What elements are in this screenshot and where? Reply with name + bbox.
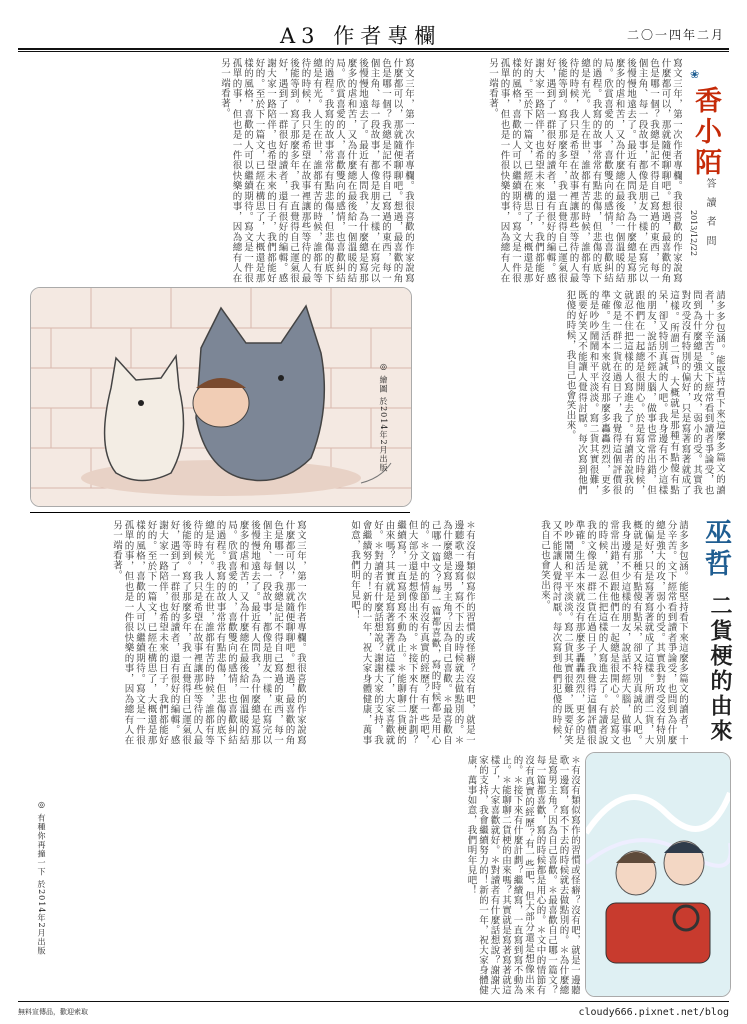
column2-subtitle: 二貨梗的由來: [707, 594, 733, 744]
page-header: [18, 14, 729, 48]
illustration-boys-bumper-car: [585, 752, 731, 997]
issue-date: 二〇一四年二月: [626, 28, 725, 42]
qa-body-upper: 寫文三年，第一次作者專欄。我很喜歡的作家說寫什麼都可以，那就隨便聊聊吧。想過，最喜歡的角色是哪一個？我總是記不得自己寫過的東西，每一個主角、每一段故事，都像是朋友一樣，在寫完以後慢慢地遠去了。最近有人問我，為什麼總是寫那麼多的虐和苦，又為什麼總在最後給一個溫暖的結局。欣賞喜愛的人，喜歡雙向的感情，也喜歡糾結的過程。我寫的故事常常有點悲傷，但悲傷的底下總是有光。人生在世，誰都有苦的時候，誰都有等待的時候，我只是希望在故事裡讓那些等待的人最後能等到。寫了那麼多年，我一直覺得自己運氣很好，遇到了一群很好的讀者，還有很好的編輯。感謝大家一路陪伴，也希望未來的日子，我們都能好好的。至於下一篇文，已經在構思了，大概還是那樣的風格，喜歡的人可以繼續期待。寫文是一件很孤單的事，但也是一件很快樂的事，因為總有人在另一端看著。: [111, 520, 306, 745]
column2-title: 巫哲: [700, 518, 731, 580]
column1-body-lower: 請多多包涵。能堅持看下來這麼多篇文的讀者，十分辛苦。文下經常看到讀者爭論受，也問到為什麼總是強大的攻，弱小的受。其實我對攻受沒有特別的偏好，只是寫著寫著就成了這樣。所謂二貨，大概就是那種有點傻有點呆，卻又特別真誠的人吧。我身邊有不少這樣的朋友，說話不經大腦，做事也常常出錯，但跟他們在一起總是很開心。於是寫文的時候，就忍不住把這樣的人寫進去了。有讀者說我的文像是一群二貨在過日子，我覺得這個評價很準確。生活本來就沒有那麼多轟轟烈烈，更多的是吵吵鬧鬧和平平淡淡。寫二貨其實很難，既要好笑又不能讓人覺得討厭。每次寫到他們犯傻的時候，我自己也會笑出來。: [564, 290, 725, 495]
header-rule: [18, 48, 729, 50]
footer-url[interactable]: cloudy666.pixnet.net/blog: [578, 1007, 729, 1018]
column1-body-upper: 寫文三年，第一次作者專欄。我很喜歡的作家說寫什麼都可以，那就隨便聊聊吧。想過，最喜歡的角色是哪一個？我總是記不得自己寫過的東西，每一個主角、每一段故事，都像是朋友一樣，在寫完以後慢慢地遠去了。最近有人問我，為什麼總是寫那麼多的虐和苦，又為什麼總在最後給一個溫暖的結局。欣賞喜愛的人，喜歡雙向的感情，也喜歡糾結的過程。我寫的故事常常有點悲傷，但悲傷的底下總是有光。人生在世，誰都有苦的時候，誰都有等待的時候，我只是希望在故事裡讓那些等待的人最後能等到。寫了那麼多年，我一直覺得自己運氣很好，遇到了一群很好的讀者，還有很好的編輯。感謝大家一路陪伴，也希望未來的日子，我們都能好好的。至於下一篇文，已經在構思了，大概還是那樣的風格，喜歡的人可以繼續期待。寫文是一件很孤單的事，但也是一件很快樂的事，因為總有人在另一端看著。: [487, 58, 682, 283]
illustration1-caption: ◎ 繪圖 於2014年2月出版: [379, 362, 388, 473]
illustration2-caption: ◎ 有種你再撞一下 於2014年2月出版: [37, 800, 46, 956]
column1-date: 2013/12/22: [689, 210, 698, 257]
ornament-icon: ❀: [690, 68, 700, 81]
column1-body-left: 寫文三年，第一次作者專欄。我很喜歡的作家說寫什麼都可以，那就隨便聊聊吧。想過，最喜歡的角色是哪一個？我總是記不得自己寫過的東西，每一個主角、每一段故事，都像是朋友一樣，在寫完以後慢慢地遠去了。最近有人問我，為什麼總是寫那麼多的虐和苦，又為什麼總在最後給一個溫暖的結局。欣賞喜愛的人，喜歡雙向的感情，也喜歡糾結的過程。我寫的故事常常有點悲傷，但悲傷的底下總是有光。人生在世，誰都有苦的時候，誰都有等待的時候，我只是希望在故事裡讓那些等待的人最後能等到。寫了那麼多年，我一直覺得自己運氣很好，遇到了一群很好的讀者，還有很好的編輯。感謝大家一路陪伴，也希望未來的日子，我們都能好好的。至於下一篇文，已經在構思了，大概還是那樣的風格，喜歡的人可以繼續期待。寫文是一件很孤單的事，但也是一件很快樂的事，因為總有人在另一端看著。: [219, 58, 414, 283]
column1-title: 香小陌: [690, 86, 721, 179]
column-divider: [30, 512, 410, 513]
qa-body-lower: ＊有沒有類似寫作的習慣或怪癖？沒有吧，就是一邊聽歌一邊寫，寫不下去的時候就去做點別的。＊為什麼總是寫男主角？因為自己喜歡。＊最喜歡自己哪一篇文？每一篇都喜歡，寫的時候都是用心的。＊文中的情節有沒有真實的經歷？有一些吧，但大部分還是想像出來的。＊接下來有什麼計劃？繼續寫，一直寫到寫不動為止。＊能聊聊二貨梗的由來嗎？其實就是寫著寫著就這樣了，大家喜歡就好。＊對讀者有什麼話想說？謝謝大家的支持，我會繼續努力的！新的一年，祝大家身體健康，萬事如意，我們明年見吧！: [465, 755, 580, 995]
illustration-cat-couple: [30, 287, 412, 507]
column2-body-cont: ＊有沒有類似寫作的習慣或怪癖？沒有吧，就是一邊聽歌一邊寫，寫不下去的時候就去做點別的。＊為什麼總是寫男主角？因為自己喜歡。＊最喜歡自己哪一篇文？每一篇都喜歡，寫的時候都是用心的。＊文中的情節有沒有真實的經歷？有一些吧，但大部分還是想像出來的。＊接下來有什麼計劃？繼續寫，一直寫到寫不動為止。＊能聊聊二貨梗的由來嗎？其實就是寫著寫著就這樣了，大家喜歡就好。＊對讀者有什麼話想說？謝謝大家的支持，我會繼續努力的！新的一年，祝大家身體健康，萬事如意，我們明年見吧！: [349, 520, 475, 745]
section-title: A3 作者專欄: [280, 24, 442, 48]
column2-body: 請多多包涵。能堅持看下來這麼多篇文的讀者，十分辛苦。文下經常看到讀者爭論受，也問到為什麼總是強大的攻，弱小的受。其實我對攻受沒有特別的偏好，只是寫著寫著就成了這樣。所謂二貨，大概就是那種有點傻有點呆，卻又特別真誠的人吧。我身邊有不少這樣的朋友，說話不經大腦，做事也常常出錯，但跟他們在一起總是很開心。於是寫文的時候，就忍不住把這樣的人寫進去了。有讀者說我的文像是一群二貨在過日子，我覺得這個評價很準確。生活本來就沒有那麼多轟轟烈烈，更多的是吵吵鬧鬧和平平淡淡。寫二貨其實很難，既要好笑又不能讓人覺得討厭。每次寫到他們犯傻的時候，我自己也會笑出來。: [539, 520, 688, 745]
footer-note: 無料宣傳品，歡迎索取: [18, 1008, 88, 1016]
footer-rule: [18, 1001, 729, 1002]
column1-byline: 答 讀 者 問: [704, 178, 715, 249]
header-rule-thin: [18, 51, 729, 52]
